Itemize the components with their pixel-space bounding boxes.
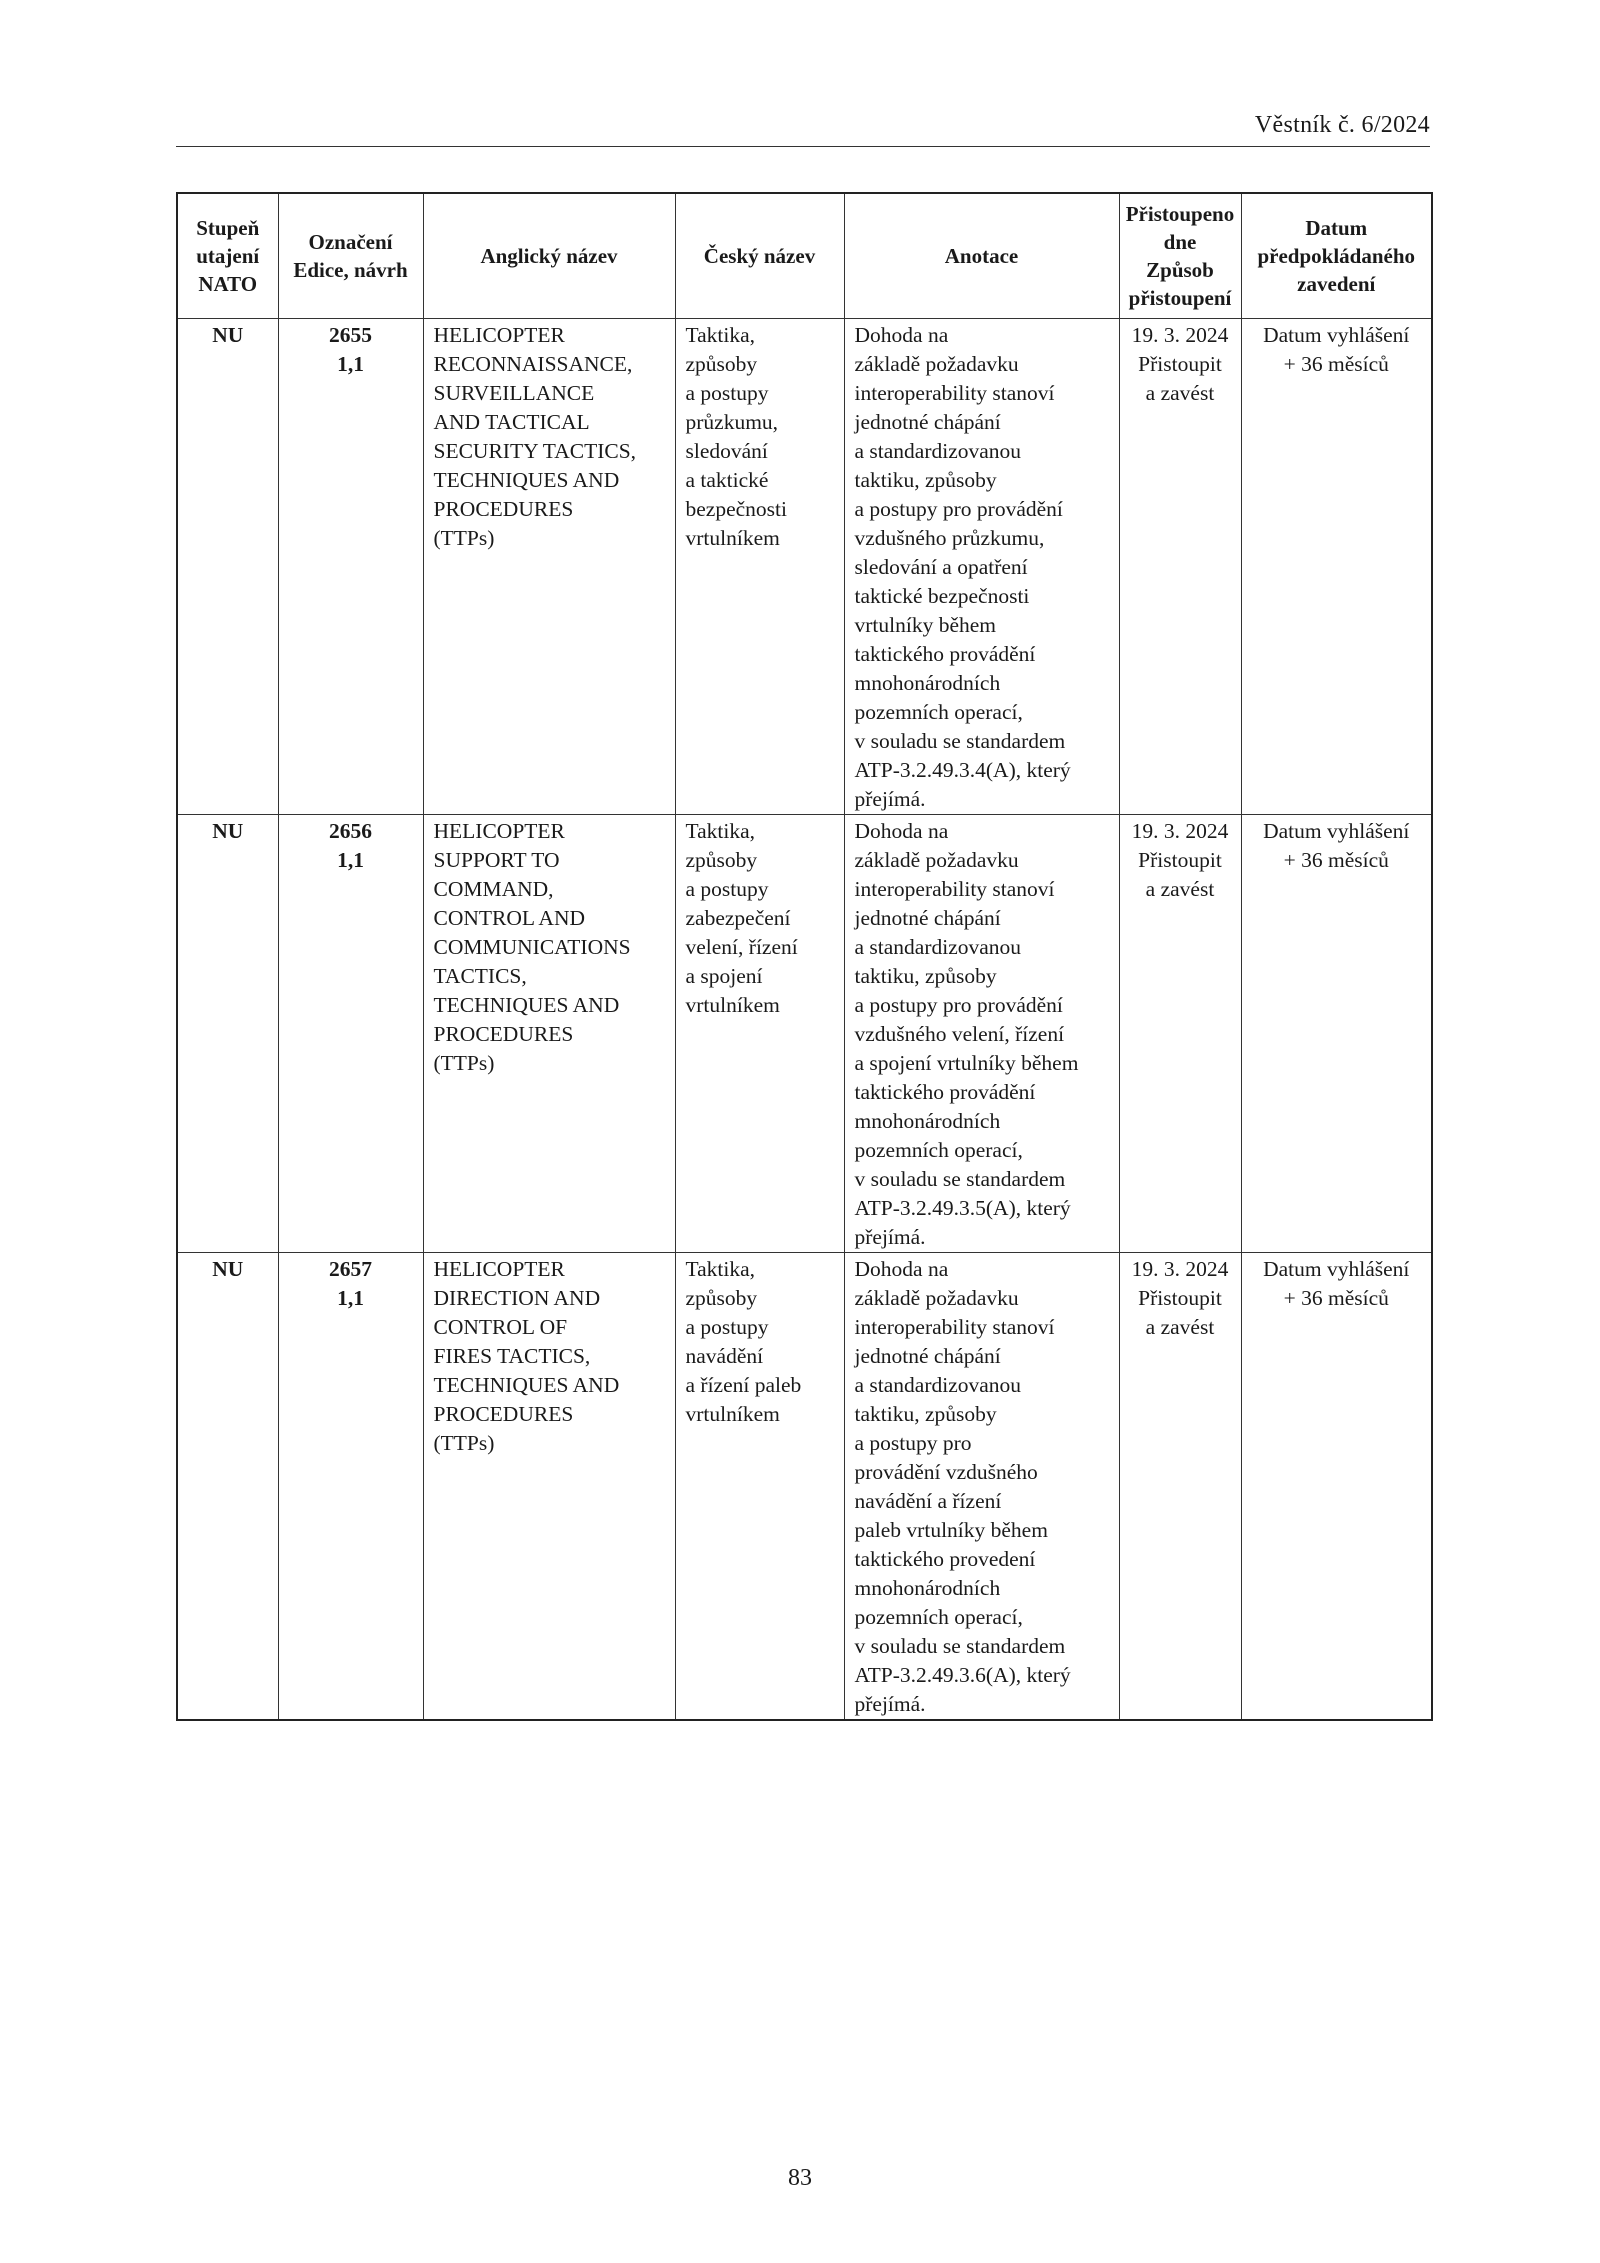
header-english-title	[423, 193, 675, 319]
cell-line: taktické bezpečnosti	[854, 584, 1030, 608]
cell-line: Dohoda na	[854, 819, 949, 843]
cell-line: ATP-3.2.49.3.4(A), který	[854, 758, 1071, 782]
cell-line: a postupy	[685, 877, 769, 901]
cell-line: PROCEDURES	[433, 1022, 574, 1046]
czech-title-cell	[675, 319, 844, 815]
cell-line: Stupeň	[196, 216, 260, 240]
cell-line: Přistoupit	[1138, 352, 1222, 376]
cell-line: navádění	[685, 1344, 764, 1368]
cell-line: (TTPs)	[433, 526, 495, 550]
designation-number: 2655	[329, 323, 372, 347]
cell-line: a postupy	[685, 381, 769, 405]
header-rule	[176, 146, 1430, 147]
cell-line: Dohoda na	[854, 1257, 949, 1281]
header-accession	[1119, 193, 1241, 319]
cell-line: v souladu se standardem	[854, 1167, 1066, 1191]
cell-line: utajení	[196, 244, 260, 268]
cell-line: Datum vyhlášení	[1263, 1257, 1410, 1281]
classification-value: NU	[212, 1257, 244, 1281]
cell-line: RECONNAISSANCE,	[433, 352, 633, 376]
cell-line: PROCEDURES	[433, 1402, 574, 1426]
cell-line: taktického provedení	[854, 1547, 1036, 1571]
cell-line: (TTPs)	[433, 1431, 495, 1455]
table-row	[177, 1253, 1432, 1721]
cell-line: vrtulníkem	[685, 526, 780, 550]
cell-line: taktiku, způsoby	[854, 1402, 997, 1426]
classification-cell	[177, 1253, 278, 1721]
cell-line: a zavést	[1145, 1315, 1215, 1339]
cell-line: vzdušného velení, řízení	[854, 1022, 1065, 1046]
cell-line: a zavést	[1145, 381, 1215, 405]
czech-title-cell	[675, 1253, 844, 1721]
cell-line: jednotné chápání	[854, 906, 1001, 930]
cell-line: SECURITY TACTICS,	[433, 439, 637, 463]
cell-line: zabezpečení	[685, 906, 791, 930]
cell-line: Způsob	[1146, 258, 1214, 282]
cell-line: sledování	[685, 439, 768, 463]
introduction-date-cell	[1241, 319, 1432, 815]
introduction-date-cell	[1241, 815, 1432, 1253]
annotation-cell	[844, 815, 1119, 1253]
cell-line: a standardizovanou	[854, 439, 1022, 463]
classification-cell	[177, 319, 278, 815]
cell-line: HELICOPTER	[433, 819, 565, 843]
cell-line: interoperability stanoví	[854, 1315, 1055, 1339]
cell-line: FIRES TACTICS,	[433, 1344, 591, 1368]
designation-number: 2656	[329, 819, 372, 843]
cell-line: vrtulníky během	[854, 613, 997, 637]
page-number: 83	[788, 2165, 812, 2191]
cell-line: průzkumu,	[685, 410, 779, 434]
designation-number: 2657	[329, 1257, 372, 1281]
cell-line: pozemních operací,	[854, 1138, 1023, 1162]
cell-line: Taktika,	[685, 1257, 756, 1281]
cell-line: ATP-3.2.49.3.5(A), který	[854, 1196, 1071, 1220]
cell-line: a standardizovanou	[854, 935, 1022, 959]
cell-line: vrtulníkem	[685, 1402, 780, 1426]
standards-table	[176, 192, 1433, 1721]
header-czech-title	[675, 193, 844, 319]
english-title-cell	[423, 319, 675, 815]
cell-line: Anglický název	[480, 244, 618, 268]
cell-line: Edice, návrh	[293, 258, 408, 282]
cell-line: přejímá.	[854, 1692, 926, 1716]
cell-line: taktického provádění	[854, 1080, 1036, 1104]
cell-line: TECHNIQUES AND	[433, 1373, 620, 1397]
header-classification	[177, 193, 278, 319]
header-annotation	[844, 193, 1119, 319]
cell-line: mnohonárodních	[854, 671, 1001, 695]
cell-line: Anotace	[944, 244, 1019, 268]
english-title-cell	[423, 1253, 675, 1721]
cell-line: mnohonárodních	[854, 1576, 1001, 1600]
cell-line: zavedení	[1297, 272, 1376, 296]
cell-line: základě požadavku	[854, 848, 1019, 872]
cell-line: přejímá.	[854, 787, 926, 811]
cell-line: Datum vyhlášení	[1263, 323, 1410, 347]
cell-line: způsoby	[685, 1286, 758, 1310]
cell-line: NATO	[198, 272, 258, 296]
cell-line: dne	[1163, 230, 1197, 254]
cell-line: jednotné chápání	[854, 410, 1001, 434]
cell-line: základě požadavku	[854, 1286, 1019, 1310]
cell-line: velení, řízení	[685, 935, 798, 959]
cell-line: a taktické	[685, 468, 769, 492]
cell-line: TACTICS,	[433, 964, 527, 988]
cell-line: CONTROL OF	[433, 1315, 568, 1339]
cell-line: sledování a opatření	[854, 555, 1028, 579]
cell-line: taktiku, způsoby	[854, 468, 997, 492]
header-introduction-date	[1241, 193, 1432, 319]
journal-header: Věstník č. 6/2024	[1254, 112, 1430, 138]
cell-line: HELICOPTER	[433, 1257, 565, 1281]
cell-line: jednotné chápání	[854, 1344, 1001, 1368]
cell-line: Přistoupeno	[1125, 202, 1235, 226]
cell-line: bezpečnosti	[685, 497, 787, 521]
cell-line: základě požadavku	[854, 352, 1019, 376]
cell-line: provádění vzdušného	[854, 1460, 1038, 1484]
classification-value: NU	[212, 819, 244, 843]
classification-value: NU	[212, 323, 244, 347]
cell-line: Označení	[308, 230, 393, 254]
czech-title-cell	[675, 815, 844, 1253]
cell-line: předpokládaného	[1257, 244, 1416, 268]
cell-line: Přistoupit	[1138, 848, 1222, 872]
table-header-row	[177, 193, 1432, 319]
cell-line: vrtulníkem	[685, 993, 780, 1017]
cell-line: + 36 měsíců	[1283, 848, 1389, 872]
accession-cell	[1119, 319, 1241, 815]
cell-line: Datum	[1305, 216, 1368, 240]
cell-line: PROCEDURES	[433, 497, 574, 521]
cell-line: a zavést	[1145, 877, 1215, 901]
cell-line: SURVEILLANCE	[433, 381, 595, 405]
designation-cell	[278, 815, 423, 1253]
cell-line: v souladu se standardem	[854, 729, 1066, 753]
accession-date: 19. 3. 2024	[1131, 819, 1229, 843]
cell-line: Taktika,	[685, 819, 756, 843]
cell-line: a spojení	[685, 964, 763, 988]
cell-line: DIRECTION AND	[433, 1286, 601, 1310]
cell-line: + 36 měsíců	[1283, 352, 1389, 376]
table-row	[177, 319, 1432, 815]
cell-line: Přistoupit	[1138, 1286, 1222, 1310]
accession-cell	[1119, 1253, 1241, 1721]
accession-date: 19. 3. 2024	[1131, 323, 1229, 347]
cell-line: taktického provádění	[854, 642, 1036, 666]
cell-line: CONTROL AND	[433, 906, 585, 930]
cell-line: COMMAND,	[433, 877, 554, 901]
table-row	[177, 815, 1432, 1253]
cell-line: a postupy pro provádění	[854, 993, 1063, 1017]
english-title-cell	[423, 815, 675, 1253]
cell-line: mnohonárodních	[854, 1109, 1001, 1133]
cell-line: interoperability stanoví	[854, 381, 1055, 405]
designation-cell	[278, 319, 423, 815]
cell-line: v souladu se standardem	[854, 1634, 1066, 1658]
cell-line: přejímá.	[854, 1225, 926, 1249]
cell-line: HELICOPTER	[433, 323, 565, 347]
cell-line: COMMUNICATIONS	[433, 935, 631, 959]
designation-edition: 1,1	[337, 848, 364, 872]
cell-line: + 36 měsíců	[1283, 1286, 1389, 1310]
cell-line: navádění a řízení	[854, 1489, 1002, 1513]
cell-line: interoperability stanoví	[854, 877, 1055, 901]
introduction-date-cell	[1241, 1253, 1432, 1721]
cell-line: SUPPORT TO	[433, 848, 560, 872]
classification-cell	[177, 815, 278, 1253]
annotation-cell	[844, 1253, 1119, 1721]
accession-date: 19. 3. 2024	[1131, 1257, 1229, 1281]
cell-line: přistoupení	[1128, 286, 1232, 310]
cell-line: Taktika,	[685, 323, 756, 347]
designation-cell	[278, 1253, 423, 1721]
cell-line: Dohoda na	[854, 323, 949, 347]
cell-line: a postupy pro	[854, 1431, 972, 1455]
designation-edition: 1,1	[337, 1286, 364, 1310]
cell-line: a postupy pro provádění	[854, 497, 1063, 521]
cell-line: a řízení paleb	[685, 1373, 802, 1397]
annotation-cell	[844, 319, 1119, 815]
designation-edition: 1,1	[337, 352, 364, 376]
cell-line: Datum vyhlášení	[1263, 819, 1410, 843]
cell-line: a standardizovanou	[854, 1373, 1022, 1397]
cell-line: pozemních operací,	[854, 1605, 1023, 1629]
cell-line: TECHNIQUES AND	[433, 993, 620, 1017]
cell-line: TECHNIQUES AND	[433, 468, 620, 492]
accession-cell	[1119, 815, 1241, 1253]
cell-line: taktiku, způsoby	[854, 964, 997, 988]
cell-line: (TTPs)	[433, 1051, 495, 1075]
cell-line: AND TACTICAL	[433, 410, 590, 434]
cell-line: vzdušného průzkumu,	[854, 526, 1045, 550]
cell-line: a postupy	[685, 1315, 769, 1339]
cell-line: paleb vrtulníky během	[854, 1518, 1048, 1542]
cell-line: a spojení vrtulníky během	[854, 1051, 1079, 1075]
cell-line: ATP-3.2.49.3.6(A), který	[854, 1663, 1071, 1687]
header-designation	[278, 193, 423, 319]
cell-line: způsoby	[685, 848, 758, 872]
cell-line: pozemních operací,	[854, 700, 1023, 724]
cell-line: způsoby	[685, 352, 758, 376]
cell-line: Český název	[703, 244, 816, 268]
